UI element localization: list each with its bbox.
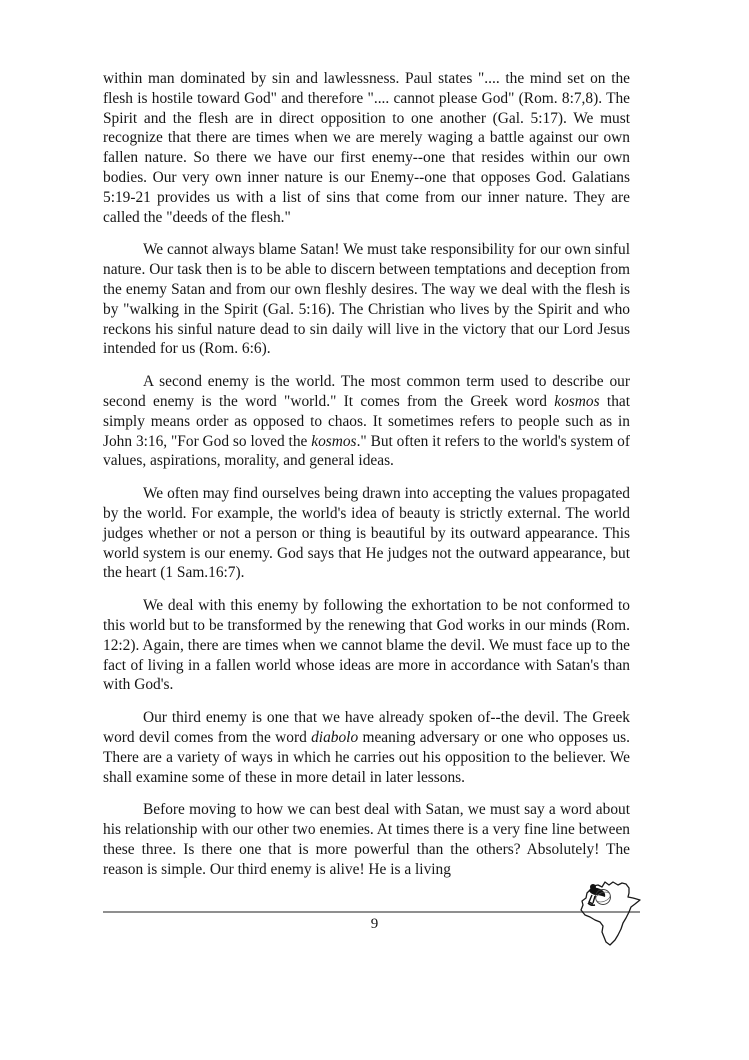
paragraph-text: within man dominated by sin and lawlessness. Paul states ".... the mind set on the flesh is hostile toward God" and therefore ".... cannot please God" (Rom. 8:7,8). The Spirit and the flesh are in direct opposition to one another (Gal. 5:17). We must recognize that there are times when we are merely waging a battle against our own fallen nature. So there we have our first enemy--one that resides within our own bodies. Our very own inner nature is our Enemy--one that opposes God. Galatians 5:19-21 provides us with a list of sins that come from our inner nature. They are called the "deeds of the flesh." (103, 70, 630, 226)
paragraph (103, 596, 630, 695)
paragraph-text: We often may find ourselves being drawn into accepting the values propagated by the world. For example, the world's idea of beauty is strictly external. The world judges whether or not a person or thing is beautiful by its outward appearance. This world system is our enemy. God says that He judges not the outward appearance, but the heart (1 Sam.16:7). (103, 485, 630, 582)
paragraph (103, 69, 630, 227)
africa-map-graphic (577, 876, 641, 946)
paragraph (103, 372, 630, 471)
paragraph-text: We cannot always blame Satan! We must take responsibility for our own sinful nature. Our task then is to be able to discern between temptations and deception from the enemy Satan and from our own fleshly desires. The way we deal with the flesh is by "walking in the Spirit (Gal. 5:16). The Christian who lives by the Spirit and who reckons his sinful nature dead to sin daily will live in the victory that our Lord Jesus intended for us (Rom. 6:6). (103, 241, 630, 358)
paragraph (103, 240, 630, 359)
paragraph (103, 800, 630, 879)
italic-term: kosmos (554, 392, 600, 410)
paragraph-text: meaning adversary or one who opposes us. There are a variety of ways in which he carries out his opposition to the believer. We shall examine some of these in more detail in later lessons. (103, 728, 630, 786)
paragraph (103, 708, 630, 787)
paragraph (103, 484, 630, 583)
page-number: 9 (370, 916, 379, 932)
africa-map-logo (577, 876, 641, 946)
footer-rule (103, 911, 640, 913)
paragraph-text: Our third enemy is one that we have already spoken of--the devil. The Greek word devil comes from the word (103, 709, 630, 746)
paragraph-text: We deal with this enemy by following the exhortation to be not conformed to this world but to be transformed by the renewing that God works in our minds (Rom. 12:2). Again, there are times when we cannot blame the devil. We must face up to the fact of living in a fallen world whose ideas are more in accordance with Satan's than with God's. (103, 597, 630, 694)
paragraph-text: A second enemy is the world. The most common term used to describe our second enemy is the word "world." It comes from the Greek word (103, 373, 630, 410)
italic-term: kosmos (311, 432, 357, 450)
page-body (103, 69, 630, 879)
paragraph-text: ." But often it refers to the world's system of values, aspirations, morality, and general ideas. (103, 432, 630, 470)
paragraph-text: Before moving to how we can best deal with Satan, we must say a word about his relationship with our other two enemies. At times there is a very fine line between these three. Is there one that is more powerful than the others? Absolutely! The reason is simple. Our third enemy is alive! He is a living (103, 801, 630, 878)
paragraph-text: that simply means order as opposed to chaos. It sometimes refers to people such as in John 3:16, "For God so loved the (103, 392, 630, 450)
italic-term: diabolo (311, 728, 359, 746)
kneeling-figure-icon (588, 884, 612, 905)
